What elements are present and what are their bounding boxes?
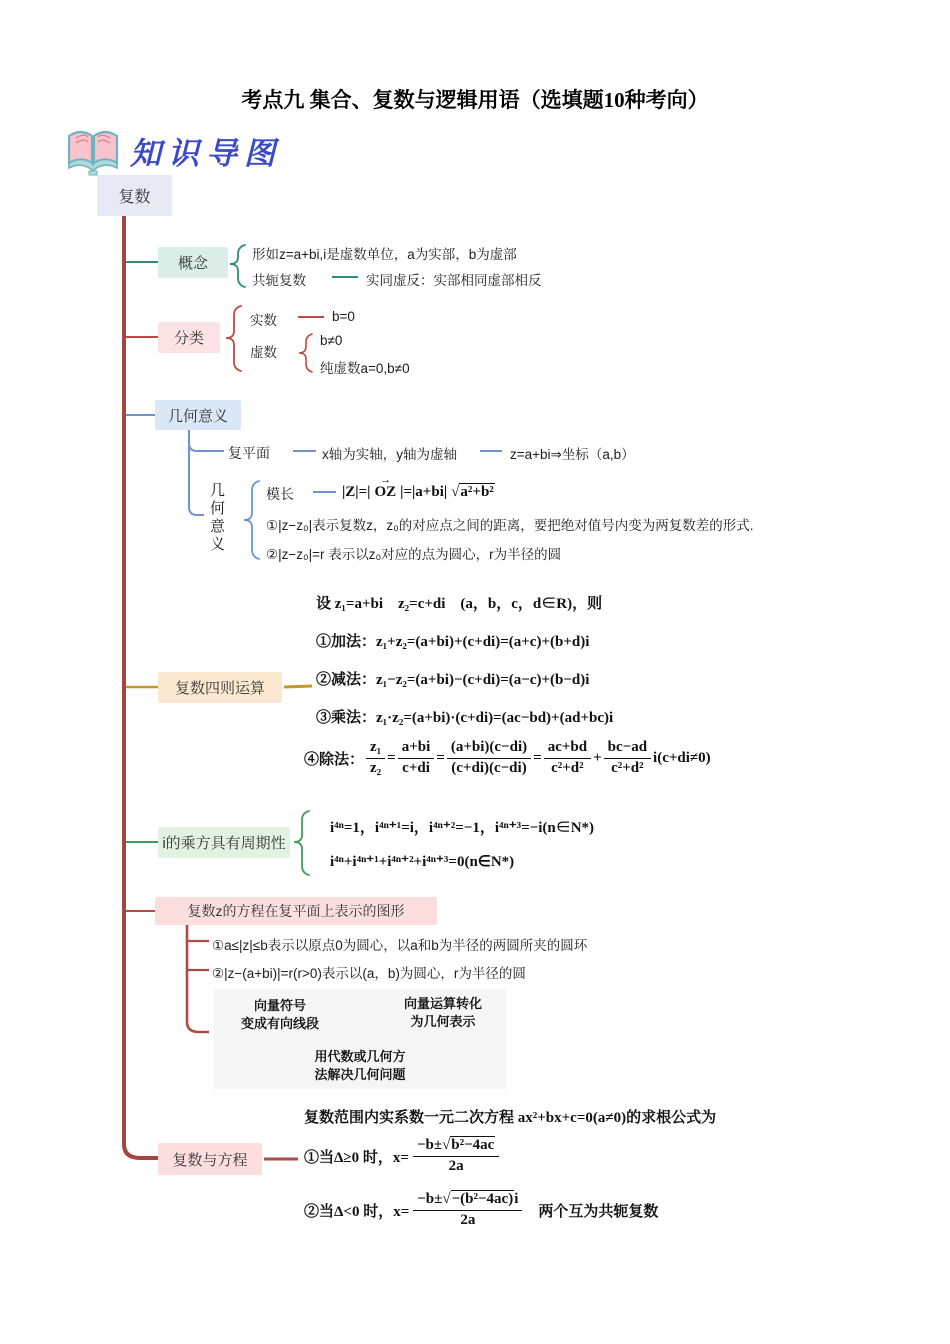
addition-line [316,630,589,651]
conjugate-label: 共轭复数 [252,273,306,288]
equation-intro: 复数范围内实系数一元二次方程 ax²+bx+c=0(a≠0)的求根公式为 [304,1110,717,1126]
equation-case-2 [304,1184,658,1236]
triangle-box-solve-geometry: 用代数或几何方 法解决几何问题 [314,1049,406,1082]
node-root-complex-number: 复数 [97,175,172,216]
case1-fraction: $\frac{\text{−b±√b²−4ac}}{2a}$ [413,1137,499,1175]
modulus-radicand: a²+b² [460,483,494,500]
real-number-condition: b=0 [332,309,355,324]
plus-sign: + [593,749,602,766]
geometric-meaning-vertical-label: 几何意义 [208,482,225,554]
real-number-label: 实数 [250,313,277,328]
complex-plane-coordinate: z=a+bi⇒坐标（a,b） [510,447,635,462]
division-line [304,731,711,785]
modulus-part1: |Z|=| [342,483,371,500]
modulus-label: 模长 [266,486,294,502]
division-suffix: i(c+di≠0) [653,749,711,766]
division-frac-4: $\frac{ac+bd}{\text{c²+d²}}$ [544,739,591,777]
modulus-part2: |=|a+bi| [400,483,448,500]
modulus-formula: |Z|=| OZ → |=|a+bi| √a²+b² [342,478,495,506]
division-frac-5: $\frac{bc-ad}{\text{c²+d²}}$ [604,739,651,777]
node-geometric-meaning: 几何意义 [155,400,241,430]
equals-sign: = [387,749,396,766]
imaginary-condition-1: b≠0 [320,333,343,348]
subtraction-line [316,668,589,689]
book-icon [64,126,122,176]
complex-plane-label: 复平面 [228,445,270,461]
knowledge-map-heading: 知识导图 [130,136,282,171]
triangle-box-vector-operation: 向量运算转化 为几何表示 [403,996,482,1029]
geometry-note-1: ①|z−z₀|表示复数z，z₀的对应点之间的距离，要把绝对值号内变为两复数差的形式. [266,518,754,533]
case2-conjugate-note: 两个互为共轭复数 [538,1203,659,1220]
graph-note-1: ①a≤|z|≤b表示以原点0为圆心，以a和b为半径的两圆所夹的圆环 [212,938,588,953]
division-frac-1: $\frac{\text{z₁}}{\text{z₂}}$ [366,739,385,777]
addition-formula: z₁+z₂=(a+bi)+(c+di)=(a+c)+(b+d)i [376,634,590,650]
division-label: ④除法： [304,751,365,768]
equation-case-1 [304,1131,499,1181]
subtraction-label: ②减法： [316,672,377,688]
complex-plane-axes: x轴为实轴，y轴为虚轴 [322,447,457,462]
node-concept: 概念 [158,247,228,278]
case1-prefix: ①当Δ≥0 时，x= [304,1149,409,1166]
conjugate-description: 实同虚反：实部相同虚部相反 [366,273,542,288]
multiplication-label: ③乘法： [316,710,377,726]
imaginary-number-label: 虚数 [250,345,277,360]
concept-definition-text: 形如z=a+bi,i是虚数单位，a为实部，b为虚部 [252,247,517,262]
subtraction-formula: z₁−z₂=(a+bi)−(c+di)=(a−c)+(b−d)i [376,672,590,688]
addition-label: ①加法： [316,634,377,650]
node-power-periodicity: i的乘方具有周期性 [158,827,290,858]
multiplication-line [316,706,613,727]
case2-fraction: $\frac{\text{−b±√−(b²−4ac)i}}{2a}$ [413,1191,522,1229]
operations-setup: 设 z₁=a+bi z₂=c+di (a，b，c，d∈R)，则 [316,596,603,612]
multiplication-formula: z₁·z₂=(a+bi)·(c+di)=(ac−bd)+(ad+bc)i [376,710,614,726]
division-frac-2: $\frac{a+bi}{c+di}$ [398,739,435,777]
page-title: 考点九 集合、复数与逻辑用语（选填题10种考向） [241,88,709,112]
node-equation-graph: 复数z的方程在复平面上表示的图形 [155,897,437,925]
node-four-operations: 复数四则运算 [158,672,282,703]
node-classification: 分类 [158,322,220,353]
imaginary-condition-2: 纯虚数a=0,b≠0 [320,361,410,376]
geometry-note-2: ②|z−z₀|=r 表示以z₀对应的点为圆心，r为半径的圆 [266,547,562,562]
division-frac-3: $\frac{(a+bi)(c-di)}{(c+di)(c-di)}$ [447,739,531,777]
node-complex-equation: 复数与方程 [158,1143,262,1175]
triangle-box-vector-symbol: 向量符号 变成有向线段 [240,998,319,1031]
periodicity-line-1: i⁴ⁿ=1，i⁴ⁿ⁺¹=i，i⁴ⁿ⁺²=−1，i⁴ⁿ⁺³=−i(n∈N*) [330,820,595,836]
oz-vector: OZ → [374,484,396,501]
periodicity-line-2: i⁴ⁿ+i⁴ⁿ⁺¹+i⁴ⁿ⁺²+i⁴ⁿ⁺³=0(n∈N*) [330,854,515,870]
case2-prefix: ②当Δ<0 时，x= [304,1203,410,1220]
graph-note-2: ②|z−(a+bi)|=r(r>0)表示以(a，b)为圆心，r为半径的圆 [212,966,526,981]
equals-sign: = [436,749,445,766]
equals-sign: = [533,749,542,766]
